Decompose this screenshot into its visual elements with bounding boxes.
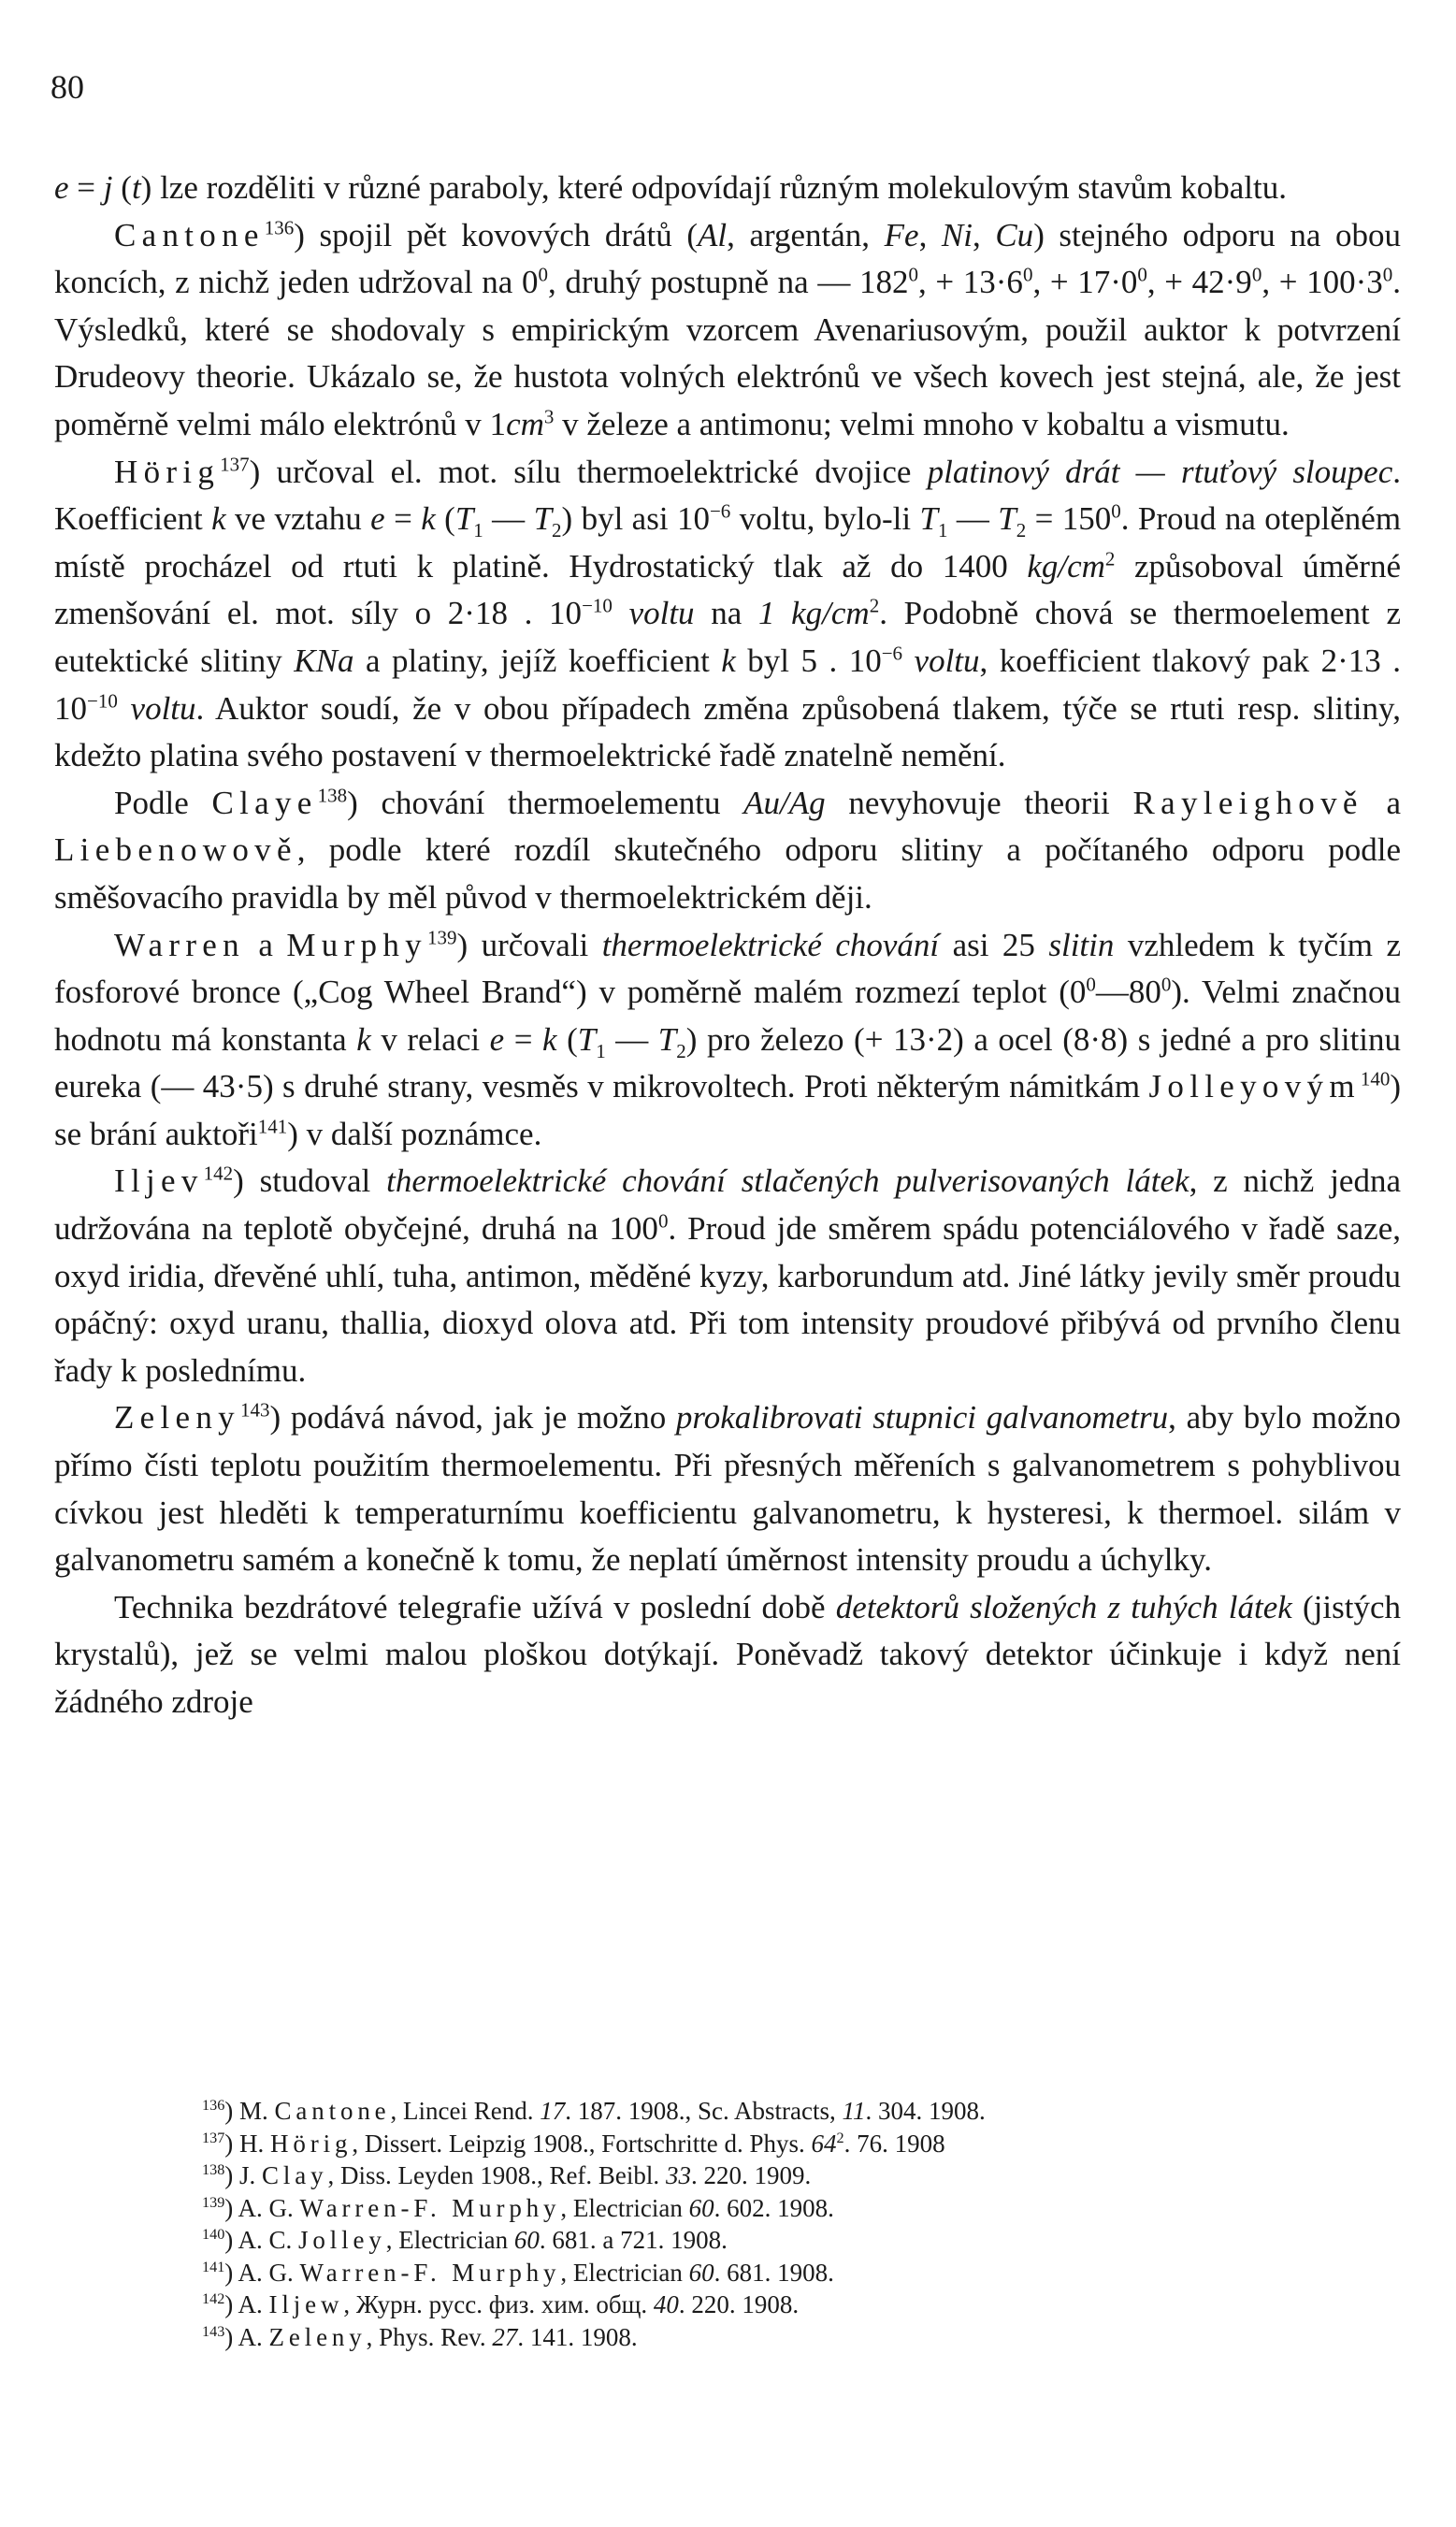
paragraph: Iljev$^{142}$) studoval thermoelektrické chování stlačených pulverisovaných látek, z nichž jedna udržována na teplotě obyčejné, druhá na $100^0$. Proud jde směrem spádu potenciálového v řadě saze, oxyd iridia, dřevěné uhlí, tuha, antimon, měděné kyzy, karborundum atd. Jiné látky jevily směr proudu opáčný: oxyd uranu, thallia, dioxyd olova atd. Při tom intensity proudové přibývá od prvního členu řady k poslednímu.: [54, 1162, 1401, 1389]
paragraph: Podle Claye$^{138}$) chování thermoelementu Au/Ag nevyhovuje theorii Rayleighově a Liebenowově, podle které rozdíl skutečného odporu slitiny a počítaného odporu podle směšovacího pravidla by měl původ v thermoelektrickém ději.: [54, 784, 1401, 916]
paragraph: Cantone$^{136}$) spojil pět kovových drátů (Al, argentán, Fe, Ni, Cu) stejného odporu na obou koncích, z nichž jeden udržoval na $0^0$, druhý postupně na — $182^0$, + $13\cdot 6^0$, + $17\cdot 0^0$, + $42\cdot 9^0$, + $100\cdot 3^0$. Výsledků, které se shodovaly s empirickým vzorcem Avenariusovým, použil auktor k potvrzení Drudeovy theorie. Ukázalo se, že hustota volných elektrónů ve všech kovech jest stejná, ale, že jest poměrně velmi málo elektrónů v $1cm^3$ v železe a antimonu; velmi mnoho v kobaltu a vismutu.: [54, 215, 1402, 442]
footnote: $^{142}$) A. Iljew, Журн. русс. физ. хим. общ. 40. 220. 1908.: [202, 2290, 800, 2318]
paragraph: Technika bezdrátové telegrafie užívá v poslední době detektorů složených z tuhých látek (jistých krystalů), jež se velmi malou ploškou dotýkají. Poněvadž takový detektor účinkuje i když není žádného zdroje: [54, 1588, 1402, 1720]
footnote: $^{140}$) A. C. Jolley, Electrician 60. 681. a 721. 1908.: [202, 2226, 728, 2254]
footnote: $^{139}$) A. G. Warren-F. Murphy, Electrician 60. 602. 1908.: [202, 2193, 834, 2222]
paragraph: Zeleny$^{143}$) podává návod, jak je možno prokalibrovati stupnici galvanometru, aby bylo možno přímo čísti teplotu použitím thermoelementu. Při přesných měřeních s galvanometrem s pohyblivou cívkou jest hleděti k temperaturnímu koefficientu galvanometru, k hysteresi, k thermoel. silám v galvanometru samém a konečně k tomu, že neplatí úměrnost intensity proudu a úchylky.: [54, 1398, 1401, 1579]
footnotes: [54, 2095, 1401, 2353]
footnote: $^{138}$) J. Clay, Diss. Leyden 1908., Ref. Beibl. 33. 220. 1909.: [202, 2161, 812, 2189]
paragraph: e = j (t) lze rozděliti v různé paraboly, které odpovídají různým molekulovým stavům kobaltu.: [54, 169, 1287, 206]
footnote: $^{136}$) M. Cantone, Lincei Rend. 17. 187. 1908., Sc. Abstracts, 11. 304. 1908.: [202, 2097, 986, 2125]
paragraph: Warren a Murphy$^{139}$) určovali thermoelektrické chování asi 25 slitin vzhledem k tyčím z fosforové bronce („Cog Wheel Brand“) v poměrně malém rozmezí teplot $(0^0—80^0)$. Velmi značnou hodnotu má konstanta k v relaci e = k ($T_1$ — $T_2$) pro železo (+ 13·2) a ocel (8·8) s jedné a pro slitinu eureka (— 43·5) s druhé strany, vesměs v mikrovoltech. Proti některým námitkám Jolleyovým$^{140}$) se brání auktoři$^{141}$) v další poznámce.: [54, 925, 1402, 1152]
footnote: $^{141}$) A. G. Warren-F. Murphy, Electrician 60. 681. 1908.: [202, 2258, 834, 2287]
body-text: [54, 165, 1401, 1726]
footnote: $^{143}$) A. Zeleny, Phys. Rev. 27. 141. 1908.: [202, 2322, 638, 2351]
footnote: $^{137}$) H. Hörig, Dissert. Leipzig 1908., Fortschritte d. Phys. $64^2$. 76. 1908: [202, 2129, 945, 2158]
page-number: 80: [50, 68, 84, 106]
paragraph: Hörig$^{137}$) určoval el. mot. sílu thermoelektrické dvojice platinový drát — rtuťový sloupec. Koefficient k ve vztahu e = k ($T_1$ — $T_2$) byl asi $10^{-6}$ voltu, bylo-li $T_1$ — $T_2 = 150^0$. Proud na oteplěném místě procházel od rtuti k platině. Hydrostatický tlak až do 1400 $kg/cm^2$ způsoboval úměrné zmenšování el. mot. síly o 2·18 . $10^{-10}$ voltu na 1 $kg/cm^2$. Podobně chová se thermoelement z eutektické slitiny KNa a platiny, jejíž koefficient k byl 5 . $10^{-6}$ voltu, koefficient tlakový pak 2·13 . $10^{-10}$ voltu. Auktor soudí, že v obou případech změna způsobená tlakem, týče se rtuti resp. slitiny, kdežto platina svého postavení v thermoelektrické řadě znatelně nemění.: [54, 452, 1402, 774]
